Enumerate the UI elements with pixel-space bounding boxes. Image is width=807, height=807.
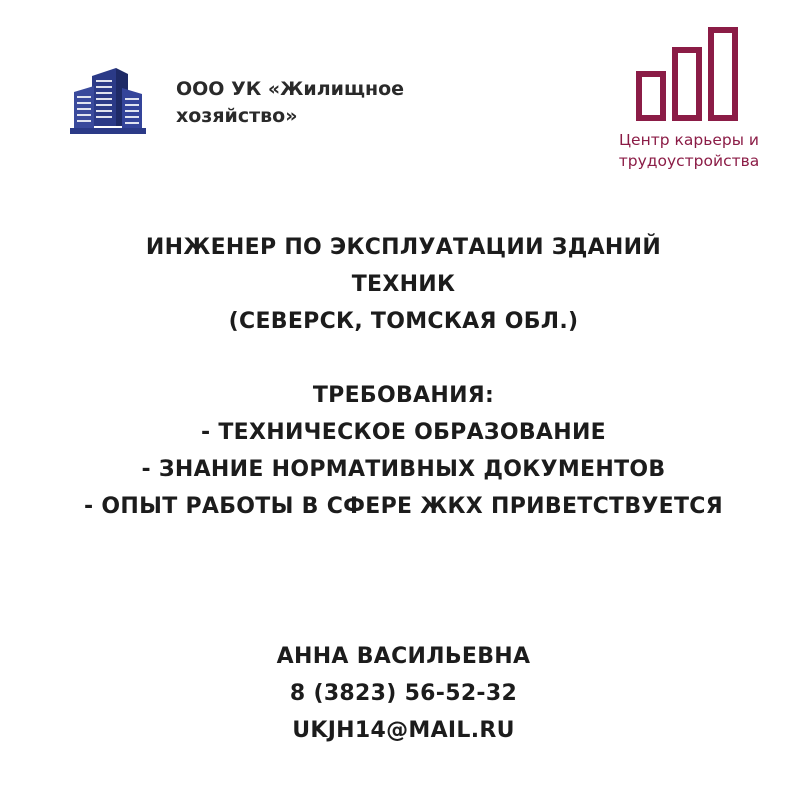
requirements-title: ТРЕБОВАНИЯ: (312, 383, 495, 408)
contact-phone: 8 (3823) 56-52-32 (289, 681, 518, 706)
career-center-line2: трудоустройства (618, 152, 760, 170)
contact-block (0, 638, 807, 749)
company-name-line2: хозяйство» (176, 105, 298, 127)
company-name-line1: ООО УК «Жилищное (176, 78, 405, 100)
requirement-item: - ОПЫТ РАБОТЫ В СФЕРЕ ЖКХ ПРИВЕТСТВУЕТСЯ (84, 494, 723, 519)
bar-chart-icon (632, 26, 752, 122)
vacancy-block (0, 229, 807, 525)
career-center-name (596, 130, 782, 172)
company-header (68, 64, 468, 144)
requirement-item: - ТЕХНИЧЕСКОЕ ОБРАЗОВАНИЕ (200, 420, 607, 445)
company-name (176, 76, 476, 130)
spacer (0, 340, 807, 377)
career-center-line1: Центр карьеры и (619, 131, 759, 149)
location: (СЕВЕРСК, ТОМСКАЯ ОБЛ.) (228, 309, 579, 334)
position-title-1: ИНЖЕНЕР ПО ЭКСПЛУАТАЦИИ ЗДАНИЙ (145, 235, 662, 260)
building-icon (68, 66, 148, 138)
contact-name: АННА ВАСИЛЬЕВНА (276, 644, 531, 669)
career-center-logo (596, 26, 786, 176)
requirement-item: - ЗНАНИЕ НОРМАТИВНЫХ ДОКУМЕНТОВ (141, 457, 666, 482)
position-title-2: ТЕХНИК (351, 272, 456, 297)
contact-email: UKJH14@MAIL.RU (292, 718, 515, 743)
